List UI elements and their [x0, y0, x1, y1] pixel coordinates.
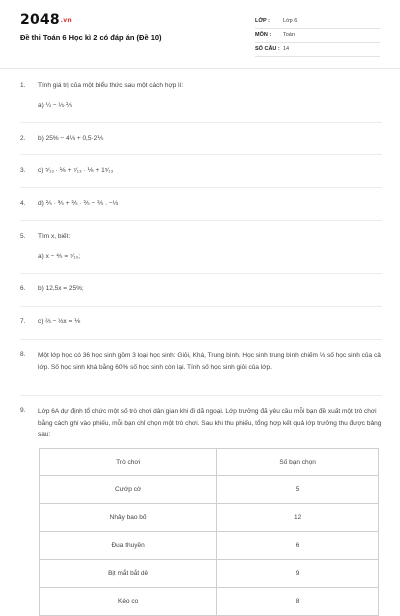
meta-label: MÔN :	[255, 32, 272, 38]
table-header-count: Số bạn chọn	[217, 449, 379, 476]
question-text: c) ⅔ − ⅓x = ⅙	[38, 318, 81, 325]
meta-value: Toán	[283, 32, 295, 38]
question-divider	[20, 154, 382, 155]
question-number: 4.	[20, 200, 26, 207]
question-number: 8.	[20, 351, 26, 358]
table-cell-count: 8	[217, 588, 379, 616]
table-row	[40, 476, 379, 504]
question-number: 1.	[20, 82, 26, 89]
question-divider	[20, 339, 382, 340]
meta-subject-row	[255, 30, 380, 43]
question-number: 5.	[20, 233, 26, 240]
meta-count-row	[255, 44, 380, 57]
meta-value: Lớp 6	[283, 18, 298, 24]
meta-value: 14	[283, 46, 290, 52]
table-row	[40, 588, 379, 616]
question-text: b) 25% − 4⅓ + 0,5·2⅕	[38, 135, 104, 142]
question-number: 7.	[20, 318, 26, 325]
question-subpart: a) ¼ − ⅓·⅖	[38, 102, 73, 109]
question-text: Tìm x, biết:	[38, 233, 71, 240]
table-cell-game: Kéo co	[40, 588, 217, 616]
table-cell-game: Đua thuyền	[40, 532, 217, 560]
question-number: 9.	[20, 407, 26, 414]
logo-text: 2048	[20, 12, 60, 28]
page-title: Đề thi Toán 6 Học kì 2 có đáp án (Đề 10)	[20, 33, 162, 42]
question-text: Tính giá trị của một biểu thức sau một cách hợp lí:	[38, 82, 184, 89]
question-text: Lớp 6A dự định tổ chức một số trò chơi dân gian khi đi dã ngoại. Lớp trưởng đã yêu cầu mỗi bạn đề xuất một trò chơi bằng cách ghi vào phiếu, mỗi bạn chỉ chọn một trò chơi. Sau khi thu phiếu, tổng hợp kết quả lớp trưởng thu được bảng sau:	[38, 408, 382, 438]
logo-tld: .vn	[60, 17, 72, 24]
poll-results-table	[39, 448, 379, 616]
table-row	[40, 560, 379, 588]
table-header-row	[40, 449, 379, 476]
question-divider	[20, 187, 382, 188]
question-9	[20, 406, 382, 442]
question-number: 6.	[20, 285, 26, 292]
meta-label: SỐ CÂU :	[255, 46, 280, 52]
meta-label: LỚP :	[255, 18, 270, 24]
site-logo[interactable]	[20, 12, 72, 28]
table-cell-count: 5	[217, 476, 379, 504]
question-divider	[20, 273, 382, 274]
table-cell-game: Nhảy bao bố	[40, 504, 217, 532]
table-cell-count: 12	[217, 504, 379, 532]
question-text: d) ⅖ · ⅗ + ⅖ · ⅖ − ⅖ . −⅓	[38, 200, 119, 207]
table-header-game: Trò chơi	[40, 449, 217, 476]
question-number: 3.	[20, 167, 26, 174]
question-text: Một lớp học có 36 học sinh gồm 3 loại học sinh: Giỏi, Khá, Trung bình. Học sinh trung bình chiếm ⅓ số học sinh của cả lớp. Số học sinh khá bằng 60% số học sinh còn lại. Tính số học sinh giỏi của lớp.	[38, 352, 381, 371]
meta-class-row	[255, 16, 380, 29]
question-subpart: a) x − ⅘ = ⁷⁄₁₀;	[38, 253, 81, 260]
page-header	[0, 0, 400, 66]
table-row	[40, 504, 379, 532]
table-cell-count: 6	[217, 532, 379, 560]
table-cell-game: Bịt mắt bắt dê	[40, 560, 217, 588]
question-text: c) ⁵⁄₁₃ · ⅙ + ⁷⁄₁₃ · ⅙ + 1⁵⁄₁₃	[38, 167, 114, 174]
table-row	[40, 532, 379, 560]
table-cell-game: Cướp cờ	[40, 476, 217, 504]
question-divider	[20, 122, 382, 123]
question-divider	[20, 220, 382, 221]
question-divider	[20, 395, 382, 396]
header-divider	[0, 68, 400, 69]
question-text: b) 12,5x = 25%;	[38, 285, 84, 292]
question-divider	[20, 306, 382, 307]
question-number: 2.	[20, 135, 26, 142]
table-cell-count: 9	[217, 560, 379, 588]
question-8	[20, 350, 382, 386]
